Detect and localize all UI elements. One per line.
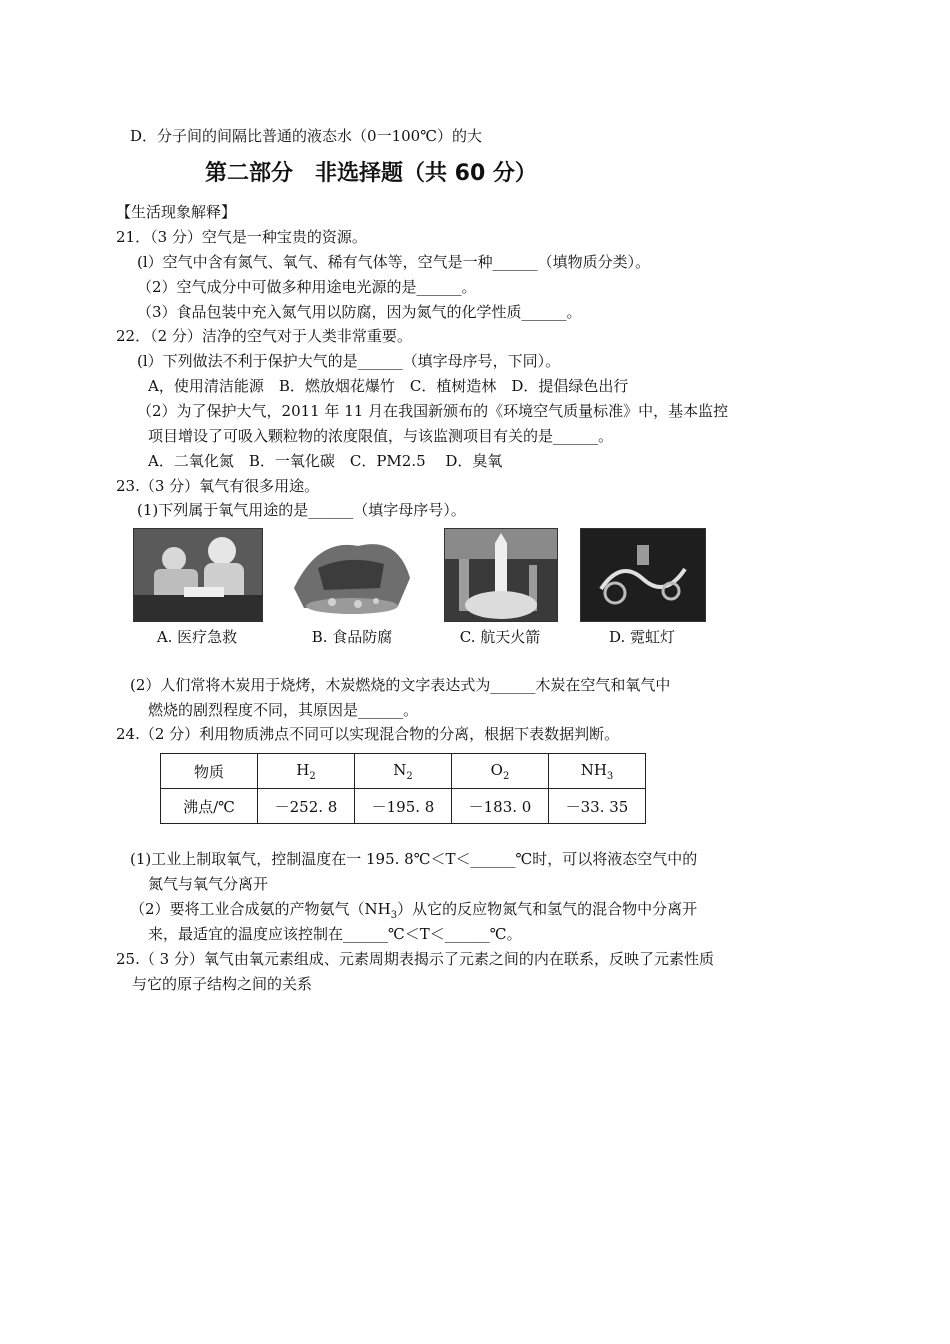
- table-header-h2: $H_2$: [258, 754, 355, 789]
- table-header-nh3: $NH_3$: [549, 754, 646, 789]
- medical-emergency-photo: [133, 528, 263, 622]
- question-22: 22．（2 分）洁净的空气对于人类非常重要。: [116, 327, 412, 345]
- section-heading: 【生活现象解释】: [116, 203, 237, 221]
- figure-d: [580, 528, 706, 646]
- question-22-2-line1: （2）为了保护大气，2011 年 11 月在我国新颁布的《环境空气质量标准》中，基本监控: [137, 402, 729, 420]
- figure-b: [288, 528, 416, 646]
- question-21: 21．（3 分）空气是一种宝贵的资源。: [116, 228, 367, 246]
- neon-light-photo: [580, 528, 706, 622]
- table-cell-h2: －252. 8: [258, 789, 355, 824]
- question-24: 24.（2 分）利用物质沸点不同可以实现混合物的分离，根据下表数据判断。: [116, 725, 620, 743]
- boiling-point-table: [160, 753, 646, 824]
- figure-c-caption: C. 航天火箭: [459, 628, 541, 646]
- table-label-boiling-point: 沸点/℃: [161, 789, 258, 824]
- question-24-2-line2: 来，最适宜的温度应该控制在______℃＜T＜______℃。: [148, 925, 522, 943]
- question-22-1-options: A，使用清洁能源 B．燃放烟花爆竹 C．植树造林 D．提倡绿色出行: [148, 377, 629, 395]
- question-24-1-line1: (1)工业上制取氧气，控制温度在一 195. 8℃＜T＜______℃时，可以将液态空气中的: [130, 850, 698, 868]
- question-24-1-line2: 氮气与氧气分离开: [148, 875, 269, 893]
- question-25-line1: 25.（ 3 分）氧气由氧元素组成、元素周期表揭示了元素之间的内在联系，反映了元素性质: [116, 950, 714, 968]
- table-header-n2: $N_2$: [355, 754, 452, 789]
- table-cell-o2: －183. 0: [452, 789, 549, 824]
- rocket-launch-photo: [444, 528, 558, 622]
- figure-a: [133, 528, 263, 646]
- figure-c: [444, 528, 558, 646]
- option-d: D．分子间的间隔比普通的液态水（0一100℃）的大: [130, 127, 482, 145]
- question-22-2-options: A．二氧化氮 B．一氧化碳 C．PM2.5 D．臭氧: [148, 452, 503, 470]
- question-22-1: (l）下列做法不利于保护大气的是______（填字母序号，下同）。: [137, 352, 561, 370]
- question-24-2-line1: （2）要将工业合成氨的产物氨气$(NH_3)$从它的反应物氮气和氢气的混合物中分离开: [130, 900, 698, 921]
- question-21-3: （3）食品包装中充入氮气用以防腐，因为氮气的化学性质______。: [137, 303, 582, 321]
- question-22-2-line2: 项目增设了可吸入颗粒物的浓度限值，与该监测项目有关的是______。: [148, 427, 614, 445]
- question-21-1: (l）空气中含有氮气、氧气、稀有气体等，空气是一种______（填物质分类）。: [137, 253, 651, 271]
- question-23: 23.（3 分）氧气有很多用途。: [116, 477, 320, 495]
- food-preservation-photo: [288, 528, 416, 620]
- part-title: 第二部分 非选择题（共 60 分）: [205, 161, 537, 186]
- table-header-substance: 物质: [161, 754, 258, 789]
- figure-b-caption: B. 食品防腐: [311, 628, 393, 646]
- figure-a-caption: A. 医疗急救: [156, 628, 238, 646]
- table-row: [161, 789, 646, 824]
- question-21-2: （2）空气成分中可做多种用途电光源的是______。: [137, 278, 477, 296]
- question-23-1: (1)下列属于氧气用途的是______（填字母序号）。: [137, 501, 466, 519]
- table-cell-n2: －195. 8: [355, 789, 452, 824]
- question-23-2-line1: (2）人们常将木炭用于烧烤，木炭燃烧的文字表达式为______木炭在空气和氧气中: [130, 676, 671, 694]
- question-23-2-line2: 燃烧的剧烈程度不同，其原因是______。: [148, 701, 419, 719]
- table-header-o2: $O_2$: [452, 754, 549, 789]
- figure-d-caption: D. 霓虹灯: [608, 628, 676, 646]
- table-row: [161, 754, 646, 789]
- question-25-line2: 与它的原子结构之间的关系: [132, 975, 313, 993]
- table-cell-nh3: －33. 35: [549, 789, 646, 824]
